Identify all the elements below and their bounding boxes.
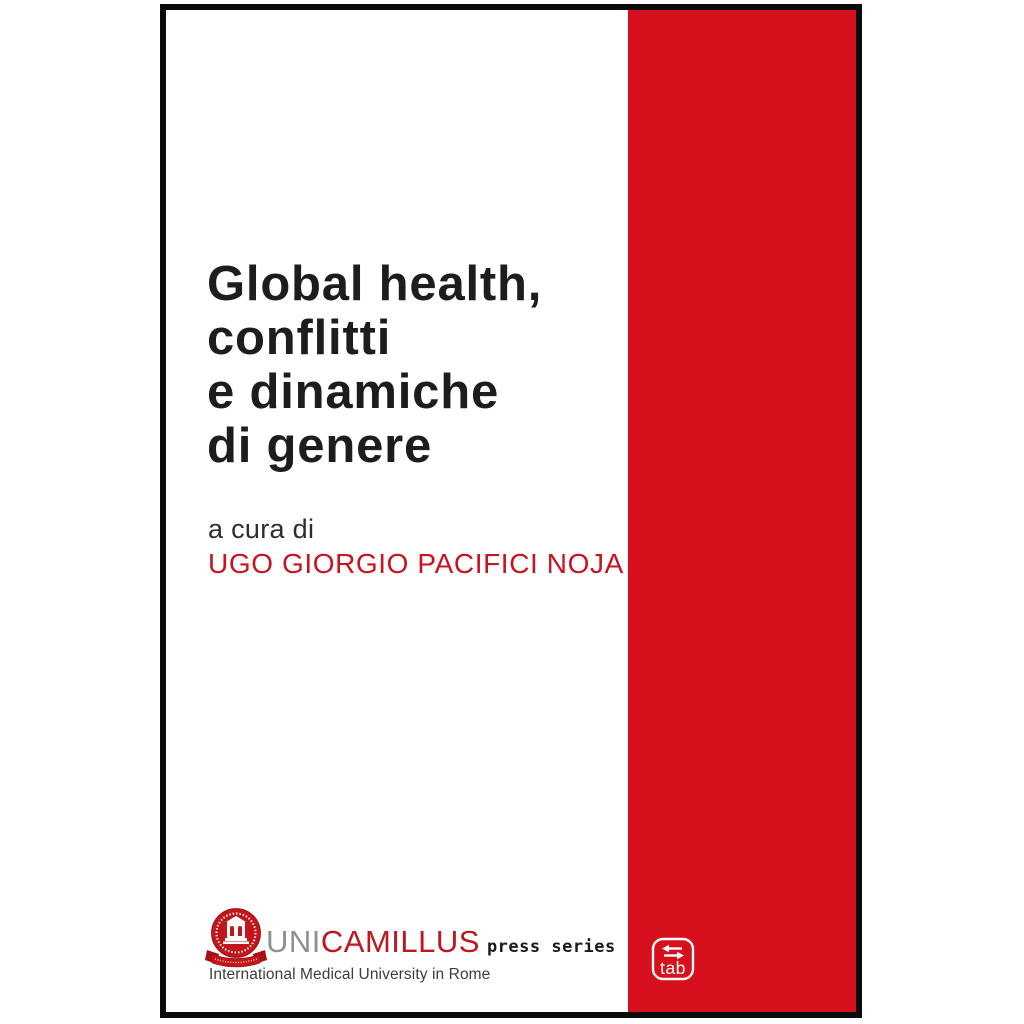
brand-camillus-text: CAMILLUS bbox=[320, 924, 480, 959]
title-line-4: di genere bbox=[207, 419, 433, 473]
unicamillus-seal-icon bbox=[205, 908, 267, 968]
editor-prefix: a cura di bbox=[208, 514, 315, 544]
brand-series-text: press series bbox=[486, 937, 616, 957]
title-line-1: Global health, bbox=[207, 257, 543, 311]
book-cover bbox=[160, 4, 862, 1018]
tab-logo-text: tab bbox=[660, 958, 686, 978]
brand-uni-text: UNI bbox=[266, 924, 321, 959]
publisher-wordmark bbox=[266, 924, 616, 960]
red-stripe bbox=[628, 10, 856, 1012]
tab-publisher-logo bbox=[651, 937, 695, 981]
publisher-tagline: International Medical University in Rome bbox=[209, 966, 491, 983]
editor-name: UGO GIORGIO PACIFICI NOJA bbox=[208, 548, 624, 579]
title-line-3: e dinamiche bbox=[207, 365, 500, 419]
title-line-2: conflitti bbox=[207, 311, 392, 365]
publisher-block bbox=[166, 10, 628, 1012]
